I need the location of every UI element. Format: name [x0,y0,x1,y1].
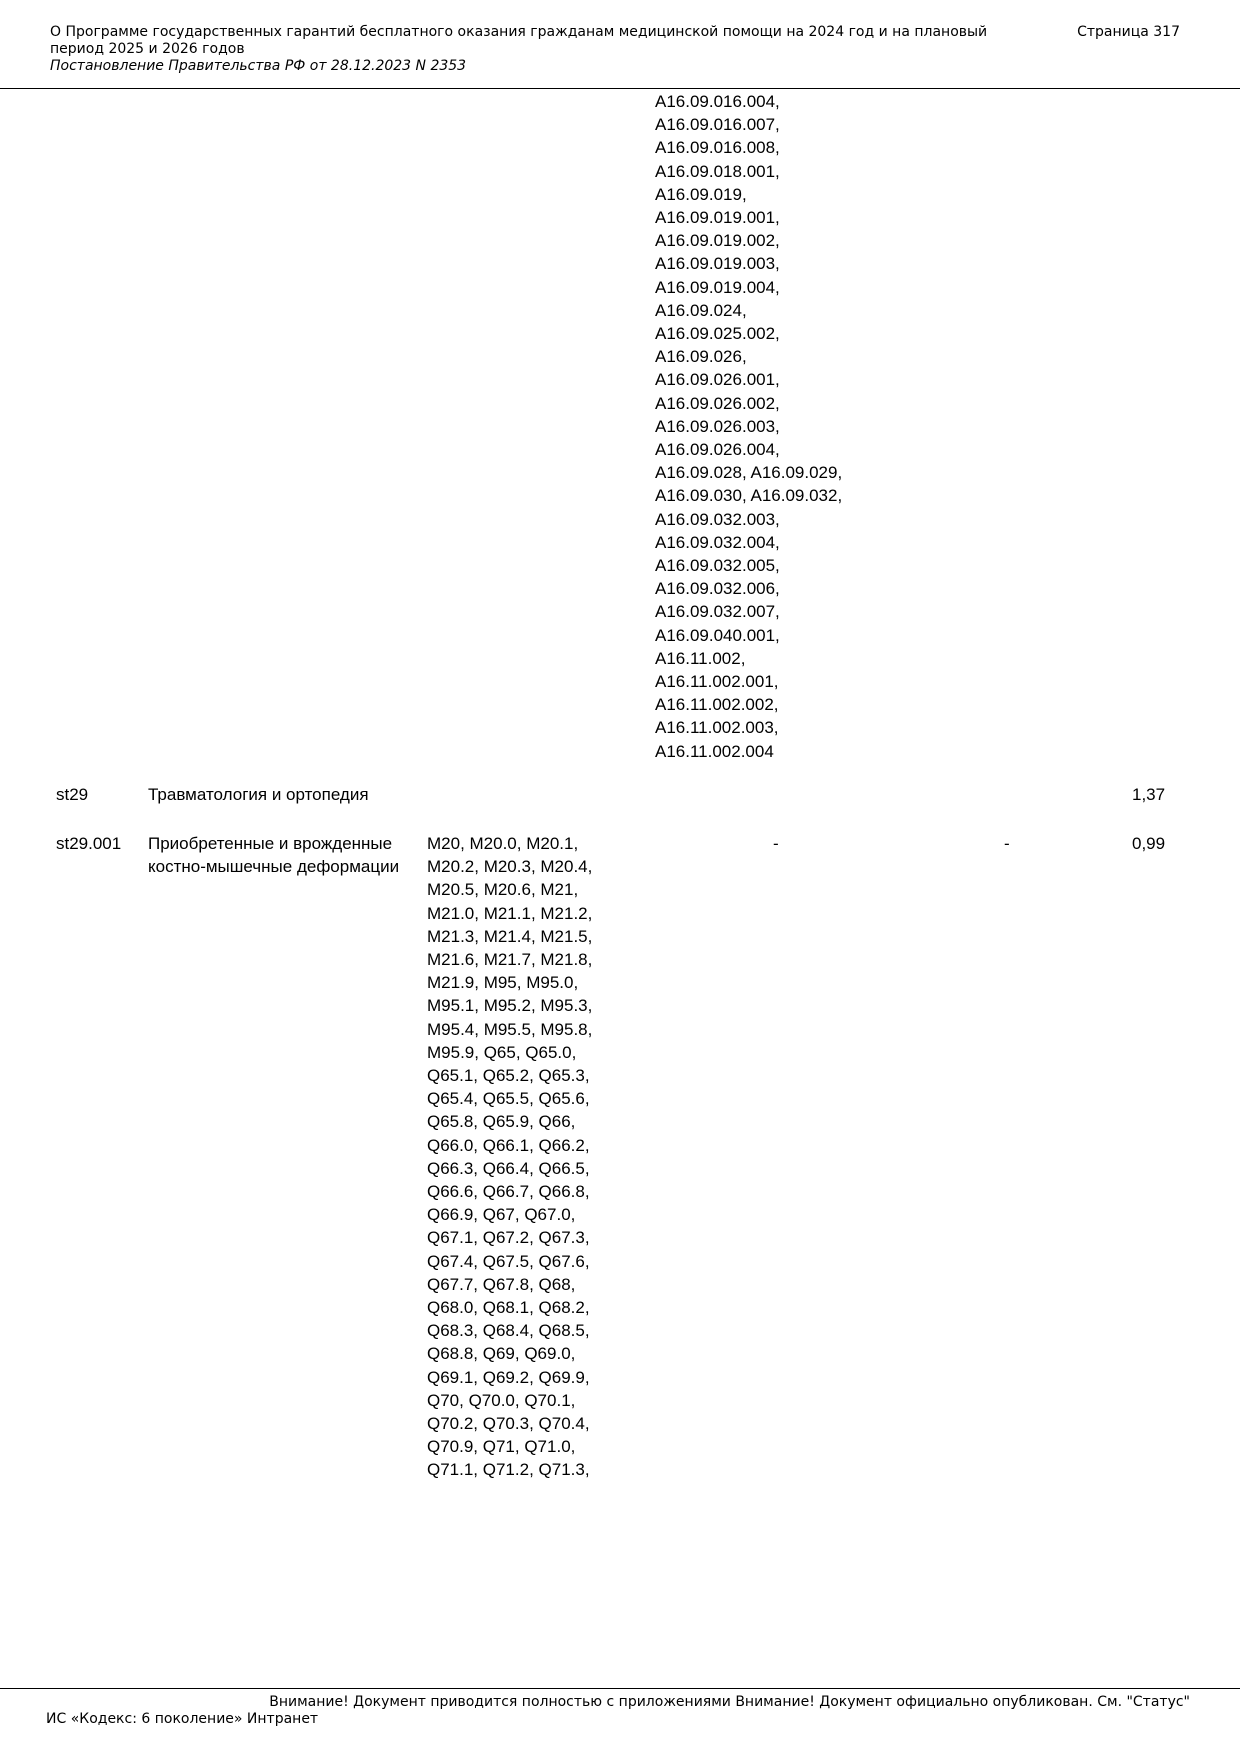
code-line: A16.09.026.003, [655,416,780,436]
code-line: M20.5, M20.6, M21, [427,880,579,900]
page-header [50,24,1180,75]
code-line: Q70.9, Q71, Q71.0, [427,1437,576,1457]
code-line: A16.11.002.003, [655,718,779,738]
row-st29-code: st29 [56,785,89,804]
code-line: A16.09.018.001, [655,161,780,181]
row-st29-coefficient: 1,37 [1132,785,1166,804]
code-line: A16.09.016.004, [655,92,780,111]
row-st29-name: Травматология и ортопедия [148,785,369,804]
code-line: Q66.0, Q66.1, Q66.2, [427,1135,590,1155]
code-line: M21.3, M21.4, M21.5, [427,926,593,946]
code-line: Q70.2, Q70.3, Q70.4, [427,1414,590,1434]
code-line: A16.09.032.005, [655,556,780,576]
code-line: A16.09.028, A16.09.029, [655,463,843,483]
row-st29-001-coefficient: 0,99 [1132,834,1166,853]
code-line: Q69.1, Q69.2, Q69.9, [427,1367,590,1387]
code-line: A16.09.032.004, [655,532,780,552]
code-line: A16.09.026.001, [655,370,780,390]
code-line: M21.9, M95, M95.0, [427,973,579,993]
code-line: A16.09.019.001, [655,208,780,228]
code-line: M95.1, M95.2, M95.3, [427,996,593,1016]
code-line: Q65.4, Q65.5, Q65.6, [427,1089,590,1109]
code-line: A16.09.019.002, [655,231,780,251]
code-line: A16.09.026.002, [655,393,780,413]
code-line: Q65.1, Q65.2, Q65.3, [427,1066,590,1086]
code-line: Q65.8, Q65.9, Q66, [427,1112,576,1132]
code-line: Q66.3, Q66.4, Q66.5, [427,1158,590,1178]
code-line: A16.09.026.004, [655,440,780,460]
row-st29-001-diagnosis-codes [427,832,667,1482]
code-line: Q70, Q70.0, Q70.1, [427,1390,576,1410]
code-line: A16.11.002.001, [655,672,779,692]
code-line: M20.2, M20.3, M20.4, [427,857,593,877]
header-divider [0,88,1240,89]
row-st29-001-other-criteria: - [1004,834,1010,853]
code-line: M21.0, M21.1, M21.2, [427,903,593,923]
code-line: A16.09.016.008, [655,138,780,158]
footer-divider [0,1688,1240,1689]
footer-notice: Внимание! Документ приводится полностью с приложениями Внимание! Документ официально опубликован. См. "Статус" [269,1694,1190,1710]
code-line: Q68.0, Q68.1, Q68.2, [427,1298,590,1318]
code-line: A16.09.026, [655,347,747,367]
code-line: Q66.9, Q67, Q67.0, [427,1205,576,1225]
code-line: A16.09.025.002, [655,324,780,344]
document-subtitle: Постановление Правительства РФ от 28.12.2023 N 2353 [50,58,467,74]
code-line: A16.09.032.006, [655,579,780,599]
continued-service-codes [655,90,915,763]
code-line: Q71.1, Q71.2, Q71.3, [427,1460,590,1480]
footer-system-name: ИС «Кодекс: 6 поколение» Интранет [46,1711,319,1727]
code-line: A16.09.019.004, [655,277,780,297]
code-line: A16.09.016.007, [655,115,780,135]
code-line: A16.09.019.003, [655,254,780,274]
code-line: A16.09.032.007, [655,602,780,622]
code-line: Q66.6, Q66.7, Q66.8, [427,1182,590,1202]
code-line: Q68.8, Q69, Q69.0, [427,1344,576,1364]
page-number: Страница 317 [1077,24,1180,40]
code-line: Q67.7, Q67.8, Q68, [427,1274,576,1294]
row-st29-001-code: st29.001 [56,834,122,853]
code-line: A16.09.032.003, [655,509,780,529]
code-line: A16.11.002.004 [655,741,774,761]
row-st29-001-service-code: - [773,834,779,853]
code-line: A16.11.002.002, [655,695,779,715]
code-line: A16.11.002, [655,648,746,668]
code-line: A16.09.024, [655,300,747,320]
code-line: M95.9, Q65, Q65.0, [427,1042,577,1062]
row-st29-001-name: Приобретенные и врожденные костно-мышечные деформации [148,834,400,877]
document-title: О Программе государственных гарантий бесплатного оказания гражданам медицинской помощи на 2024 год и на плановый период 2025 и 2026 годов [50,24,988,57]
code-line: M95.4, M95.5, M95.8, [427,1019,593,1039]
code-line: Q67.1, Q67.2, Q67.3, [427,1228,590,1248]
code-line: A16.09.040.001, [655,625,780,645]
code-line: Q68.3, Q68.4, Q68.5, [427,1321,590,1341]
code-line: Q67.4, Q67.5, Q67.6, [427,1251,590,1271]
code-line: A16.09.019, [655,184,747,204]
code-line: M20, M20.0, M20.1, [427,834,579,853]
code-line: A16.09.030, A16.09.032, [655,486,843,506]
code-line: M21.6, M21.7, M21.8, [427,950,593,970]
